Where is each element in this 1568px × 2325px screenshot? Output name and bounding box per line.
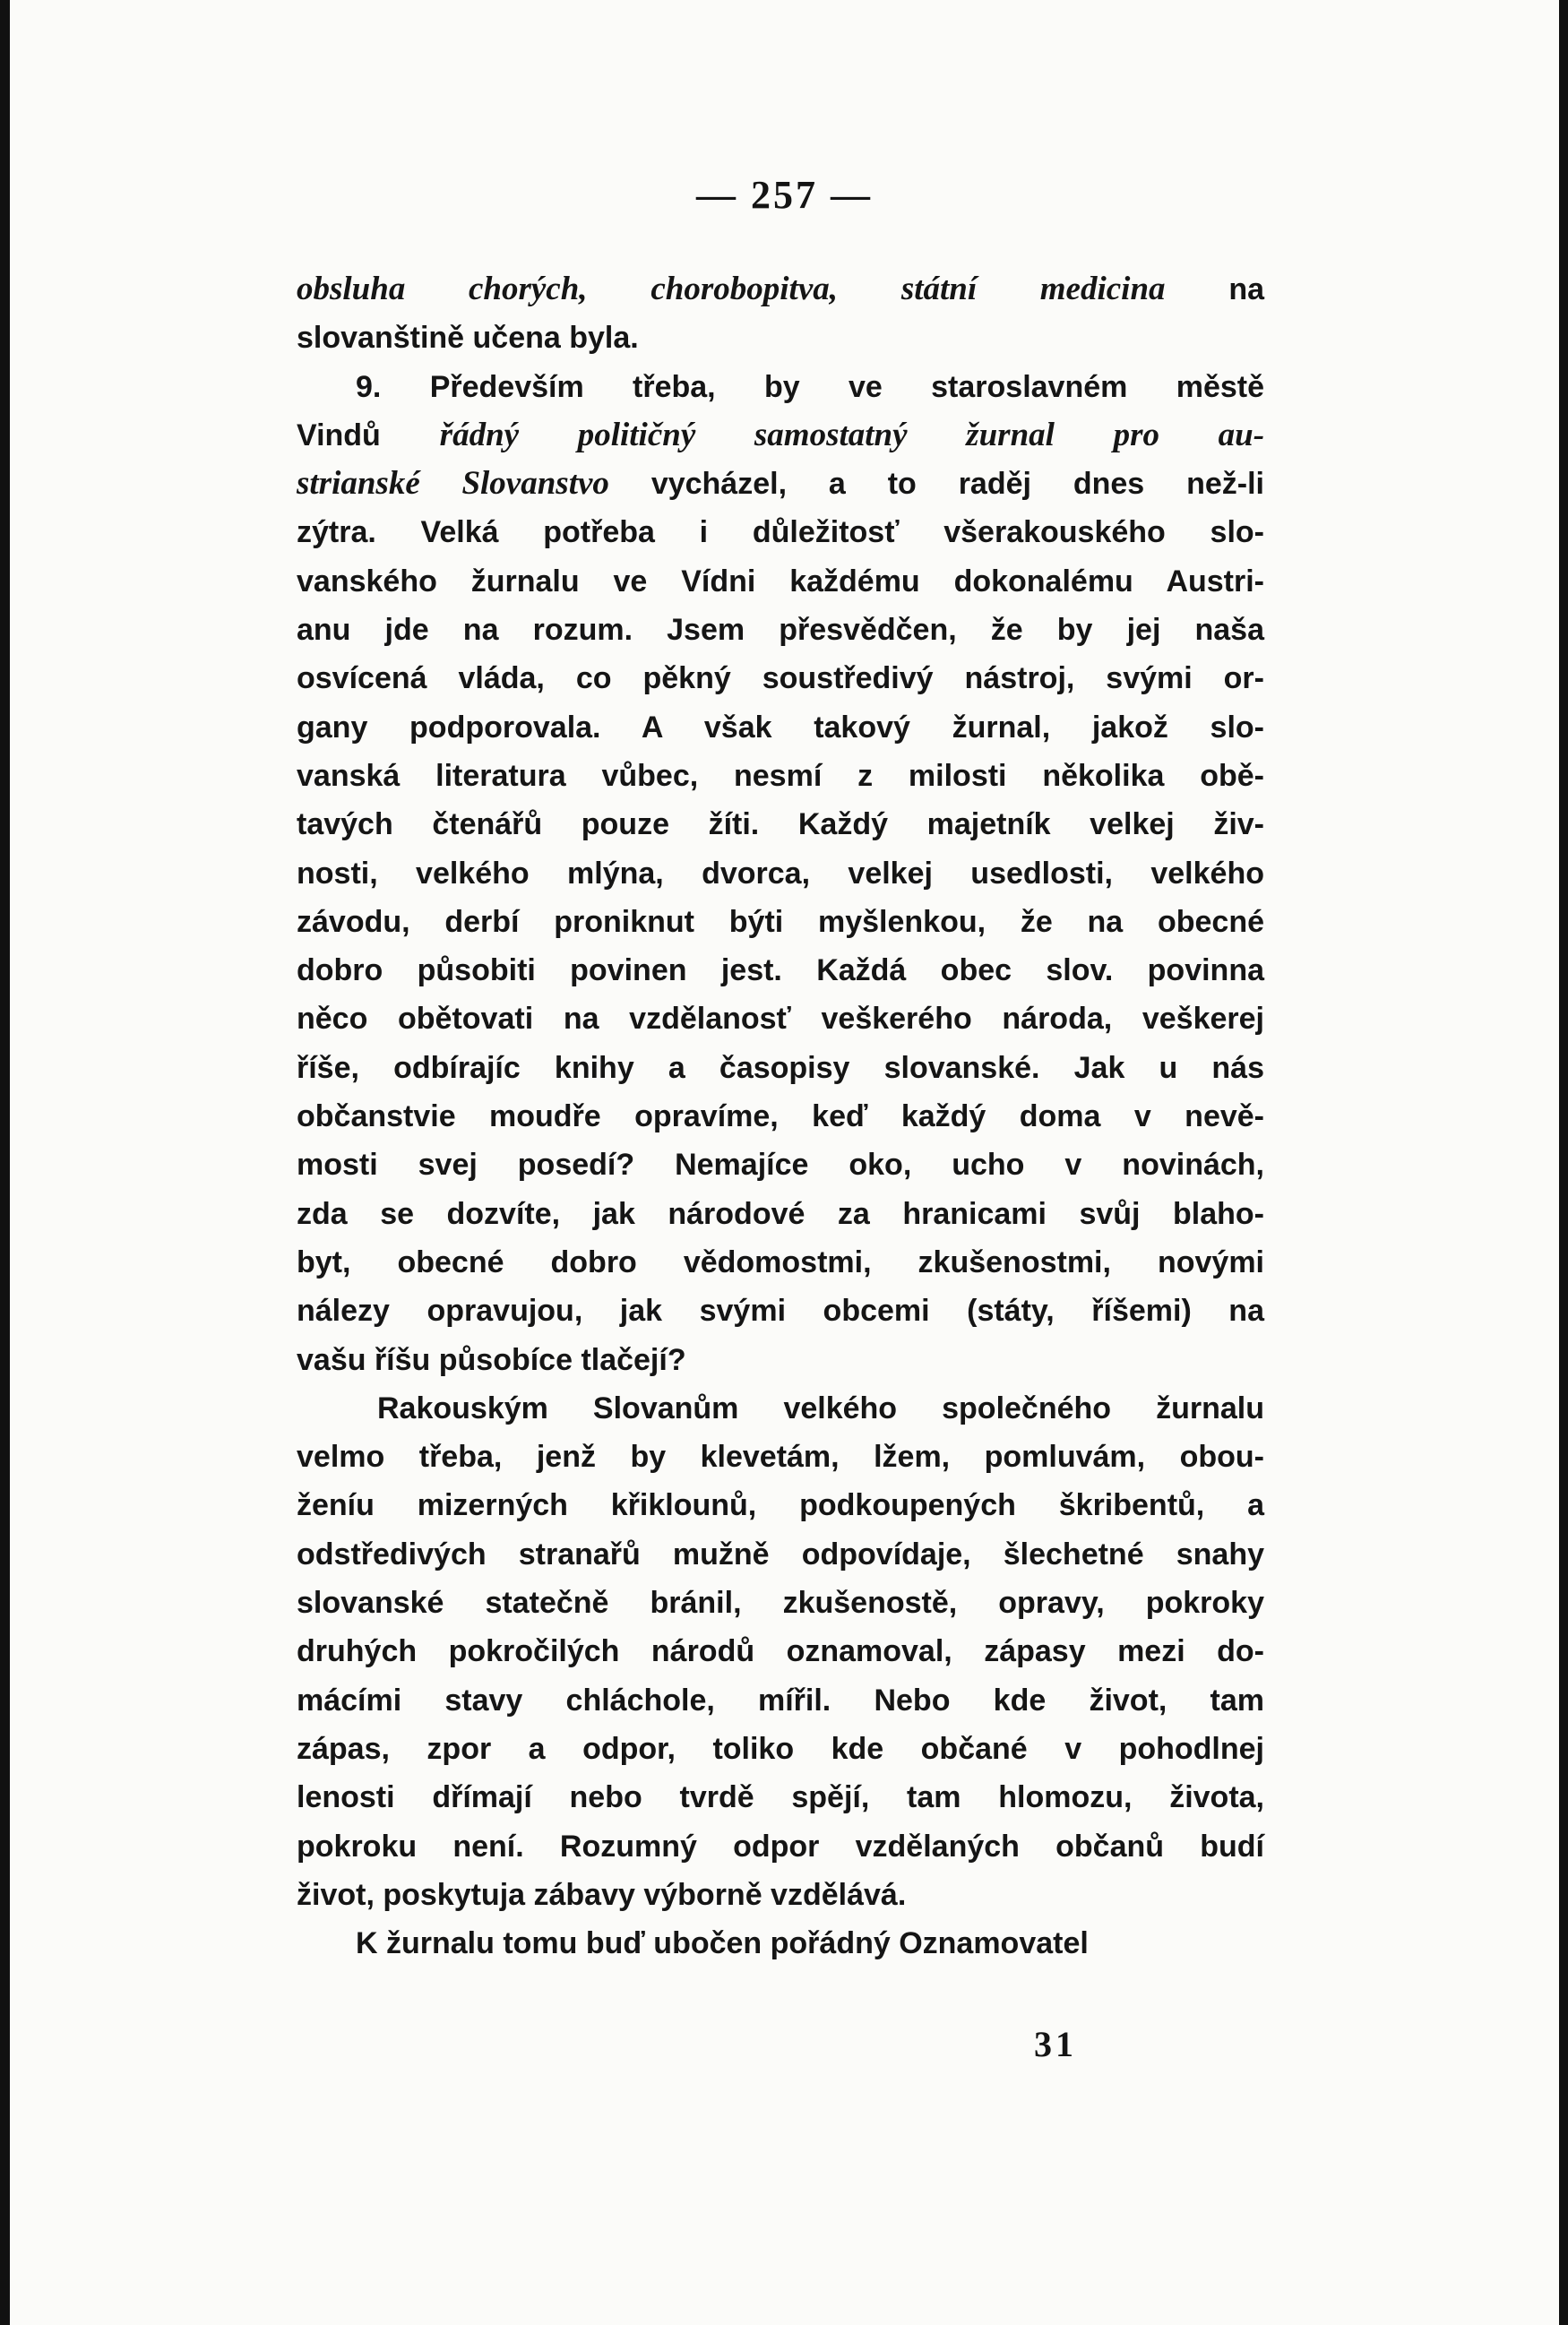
book-page xyxy=(10,0,1559,2325)
body-text xyxy=(297,265,1264,1968)
text-line xyxy=(297,1822,1264,1871)
text-line xyxy=(297,1725,1264,1773)
text-line xyxy=(297,800,1264,848)
page-number: — 257 — xyxy=(696,173,873,217)
text-line xyxy=(297,508,1264,556)
text-line xyxy=(297,1238,1264,1287)
text-line xyxy=(297,1676,1264,1725)
text-line xyxy=(297,557,1264,606)
signature-mark: 31 xyxy=(1034,2024,1077,2064)
text-line xyxy=(297,898,1264,946)
text-line xyxy=(297,654,1264,702)
text-segment: osvícená vláda, co pěkný soustředivý nástroj, svými or- xyxy=(297,661,1264,696)
italic-segment: chorobopitva, xyxy=(650,271,838,307)
text-segment: nálezy opravujou, jak svými obcemi (státy, říšemi) na xyxy=(297,1294,1264,1329)
text-line xyxy=(297,265,1264,314)
text-segment: zda se dozvíte, jak národové za hranicami svůj blaho- xyxy=(297,1196,1264,1231)
text-segment: K žurnalu tomu buď ubočen pořádný Oznamovatel xyxy=(356,1926,1089,1961)
text-segment: byt, obecné dobro vědomostmi, zkušenostmi, novými xyxy=(297,1244,1264,1279)
text-segment: vycházel, a to raděj dnes než-li xyxy=(608,467,1264,502)
text-line xyxy=(297,1141,1264,1189)
text-segment: anu jde na rozum. Jsem přesvědčen, že by jej naša xyxy=(297,613,1264,648)
italic-segment: státní medicina xyxy=(900,271,1166,307)
text-segment: mosti svej posedí? Nemajíce oko, ucho v novinách, xyxy=(297,1148,1264,1183)
text-segment: slovanštině učena byla. xyxy=(297,321,639,356)
text-segment: na xyxy=(1165,272,1265,306)
text-line xyxy=(297,752,1264,800)
text-segment: slovanské statečně bránil, zkušenostě, opravy, pokroky xyxy=(297,1586,1264,1621)
text-line xyxy=(297,1433,1264,1481)
text-segment: 9. Především třeba, by ve staroslavném městě xyxy=(356,369,1264,404)
text-line xyxy=(297,1384,1264,1433)
text-segment: pokroku není. Rozumný odpor vzdělaných občanů budí xyxy=(297,1829,1264,1864)
text-line xyxy=(297,1773,1264,1821)
text-segment: gany podporovala. A však takový žurnal, jakož slo- xyxy=(297,710,1264,745)
italic-segment: strianské Slovanstvo xyxy=(297,465,609,503)
text-line xyxy=(297,1530,1264,1579)
text-segment xyxy=(838,272,901,306)
scan-edge-left xyxy=(0,0,10,2325)
text-segment: říše, odbírajíc knihy a časopisy slovanské. Jak u nás xyxy=(297,1050,1264,1085)
text-line xyxy=(297,1190,1264,1238)
text-segment: občanstvie moudře opravíme, keď každý doma v nevě- xyxy=(297,1099,1264,1134)
text-segment: Rakouským Slovanům velkého společného žurnalu xyxy=(377,1391,1264,1425)
text-line xyxy=(297,1627,1264,1675)
text-segment: Vindů xyxy=(297,418,440,452)
text-segment: nosti, velkého mlýna, dvorca, velkej usedlosti, velkého xyxy=(297,856,1264,891)
text-line xyxy=(297,363,1264,411)
text-line xyxy=(297,1287,1264,1335)
text-segment: zýtra. Velká potřeba i důležitosť všerakouského slo- xyxy=(297,515,1264,550)
text-line xyxy=(297,995,1264,1043)
text-line xyxy=(297,1336,1264,1384)
text-line xyxy=(297,1481,1264,1529)
text-segment xyxy=(588,272,651,306)
text-segment: vanského žurnalu ve Vídni každému dokonalému Austri- xyxy=(297,564,1264,598)
text-segment: zápas, zpor a odpor, toliko kde občané v pohodlnej xyxy=(297,1731,1264,1766)
text-line xyxy=(297,946,1264,995)
text-segment: něco obětovati na vzdělanosť veškerého národa, veškerej xyxy=(297,1002,1264,1037)
text-segment: velmo třeba, jenž by klevetám, lžem, pomluvám, obou- xyxy=(297,1440,1264,1475)
scan-edge-right xyxy=(1559,0,1568,2325)
text-line xyxy=(297,1092,1264,1141)
italic-segment: řádný političný samostatný žurnal pro au- xyxy=(439,416,1265,453)
text-line xyxy=(297,849,1264,898)
text-segment: závodu, derbí proniknut býti myšlenkou, že na obecné xyxy=(297,904,1264,939)
text-segment: mácími stavy chláchole, mířil. Nebo kde život, tam xyxy=(297,1683,1264,1718)
text-segment: vanská literatura vůbec, nesmí z milosti několika obě- xyxy=(297,758,1264,793)
text-segment: vašu říšu působíce tlačejí? xyxy=(297,1342,686,1377)
text-segment: dobro působiti povinen jest. Každá obec slov. povinna xyxy=(297,953,1264,988)
text-segment: tavých čtenářů pouze žíti. Každý majetník velkej živ- xyxy=(297,807,1264,842)
text-line xyxy=(297,1579,1264,1627)
text-line xyxy=(297,1044,1264,1092)
text-segment: druhých pokročilých národů oznamoval, zápasy mezi do- xyxy=(297,1634,1264,1669)
text-segment: odstředivých stranařů mužně odpovídaje, šlechetné snahy xyxy=(297,1537,1264,1572)
text-line xyxy=(297,460,1264,508)
text-segment: lenosti dřímají nebo tvrdě spějí, tam hlomozu, života, xyxy=(297,1780,1264,1815)
text-line xyxy=(297,1919,1264,1968)
text-line xyxy=(297,703,1264,752)
text-segment: život, poskytuja zábavy výborně vzdělává. xyxy=(297,1877,907,1912)
text-segment: ženíu mizerných křiklounů, podkoupených škribentů, a xyxy=(297,1488,1264,1523)
text-line xyxy=(297,411,1264,460)
text-line xyxy=(297,1871,1264,1919)
text-line xyxy=(297,314,1264,362)
text-line xyxy=(297,606,1264,654)
italic-segment: obsluha chorých, xyxy=(297,271,588,307)
